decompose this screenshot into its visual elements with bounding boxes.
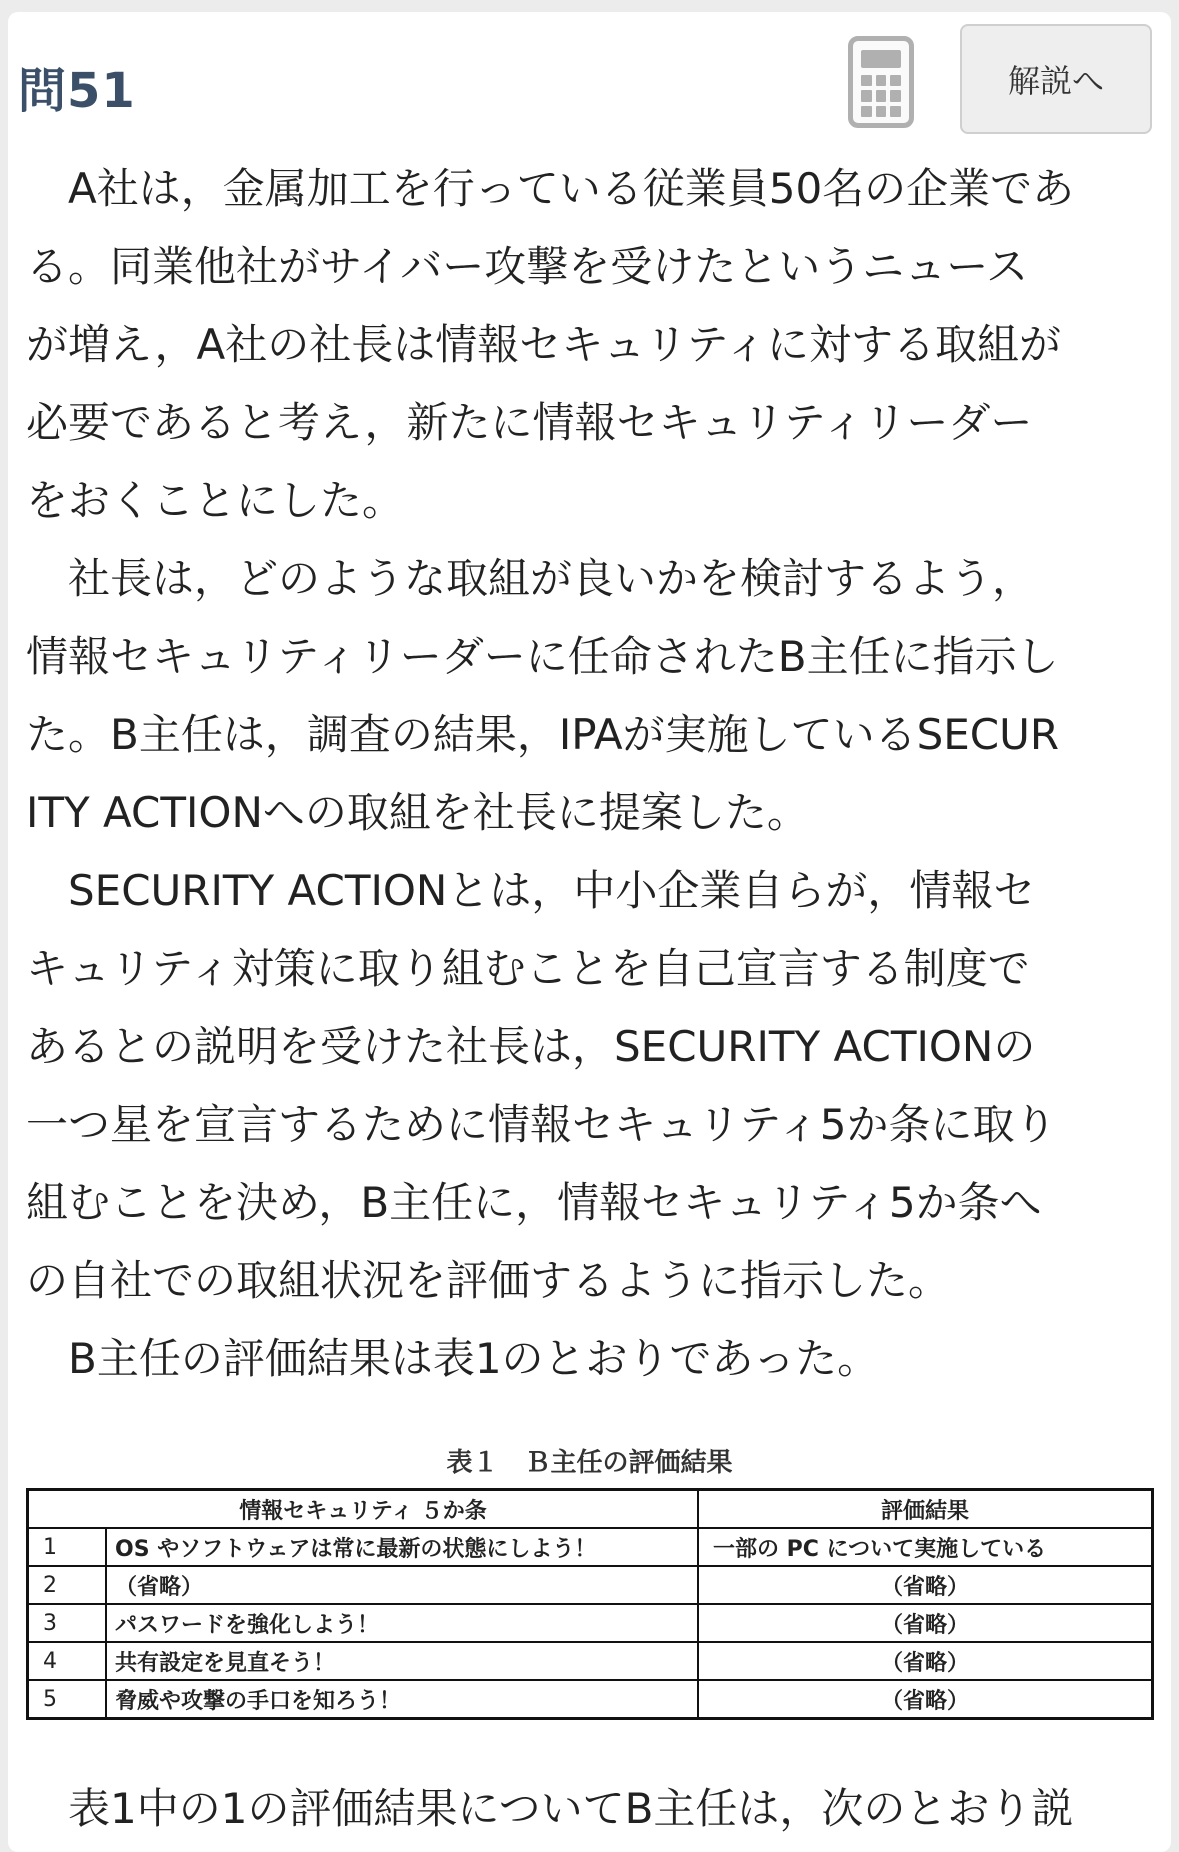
table-row (28, 1604, 1153, 1642)
paragraph-line: キュリティ対策に取り組むことを自己宣言する制度で (26, 944, 1030, 993)
question-paragraph-1 (26, 150, 1156, 540)
paragraph-line: が増え，A社の社長は情報セキュリティに対する取組が (26, 320, 1062, 369)
question-paragraph-4 (26, 1320, 1156, 1398)
question-paragraph-2 (26, 540, 1156, 852)
row-item: 脅威や攻撃の手口を知ろう！ (106, 1680, 698, 1719)
question-paragraph-5 (26, 1770, 1156, 1848)
question-title: 問51 (18, 63, 136, 119)
table-header-item: 情報セキュリティ ５か条 (28, 1490, 699, 1529)
table-header-result: 評価結果 (698, 1490, 1153, 1529)
paragraph-line: をおくことにした。 (26, 476, 405, 525)
paragraph-line: 表1中の1の評価結果についてB主任は，次のとおり説 (26, 1784, 1074, 1833)
calculator-icon[interactable] (848, 36, 914, 128)
paragraph-line: ITY ACTIONへの取組を社長に提案した。 (26, 788, 809, 837)
row-result: （省略） (698, 1604, 1153, 1642)
calculator-screen (861, 50, 901, 68)
table-row (28, 1566, 1153, 1604)
paragraph-line: あるとの説明を受けた社長は，SECURITY ACTIONの (26, 1022, 1036, 1071)
paragraph-line: B主任の評価結果は表1のとおりであった。 (26, 1334, 880, 1383)
row-item: 共有設定を見直そう！ (106, 1642, 698, 1680)
row-result: 一部の PC について実施している (698, 1528, 1153, 1566)
row-item: パスワードを強化しよう！ (106, 1604, 698, 1642)
row-result: （省略） (698, 1642, 1153, 1680)
paragraph-line: 必要であると考え，新たに情報セキュリティリーダー (26, 398, 1033, 447)
paragraph-line: 一つ星を宣言するために情報セキュリティ5か条に取り (26, 1100, 1057, 1149)
paragraph-line: た。B主任は，調査の結果，IPAが実施しているSECUR (26, 710, 1060, 759)
calculator-keys (861, 75, 901, 117)
row-number: 5 (28, 1680, 107, 1719)
paragraph-line: 社長は，どのような取組が良いかを検討するよう， (26, 554, 1035, 603)
row-result: （省略） (698, 1566, 1153, 1604)
question-paragraph-3 (26, 852, 1156, 1320)
paragraph-line: 情報セキュリティリーダーに任命されたB主任に指示し (26, 632, 1059, 681)
table-header-row (28, 1490, 1153, 1529)
paragraph-line: SECURITY ACTIONとは，中小企業自らが，情報セ (26, 866, 1036, 915)
table-row (28, 1642, 1153, 1680)
table-caption: 表１ Ｂ主任の評価結果 (446, 1448, 733, 1478)
evaluation-table (26, 1488, 1154, 1720)
row-item: OS やソフトウェアは常に最新の状態にしよう！ (106, 1528, 698, 1566)
go-to-explanation-button[interactable]: 解説へ (960, 24, 1152, 134)
row-number: 4 (28, 1642, 107, 1680)
table-row (28, 1528, 1153, 1566)
paragraph-line: A社は，金属加工を行っている従業員50名の企業であ (26, 164, 1075, 213)
row-result: （省略） (698, 1680, 1153, 1719)
paragraph-line: の自社での取組状況を評価するように指示した。 (26, 1256, 951, 1305)
row-number: 2 (28, 1566, 107, 1604)
row-item: （省略） (106, 1566, 698, 1604)
paragraph-line: る。同業他社がサイバー攻撃を受けたというニュース (26, 242, 1029, 291)
table-row (28, 1680, 1153, 1719)
paragraph-line: 組むことを決め，B主任に，情報セキュリティ5か条へ (26, 1178, 1042, 1227)
row-number: 3 (28, 1604, 107, 1642)
row-number: 1 (28, 1528, 107, 1566)
